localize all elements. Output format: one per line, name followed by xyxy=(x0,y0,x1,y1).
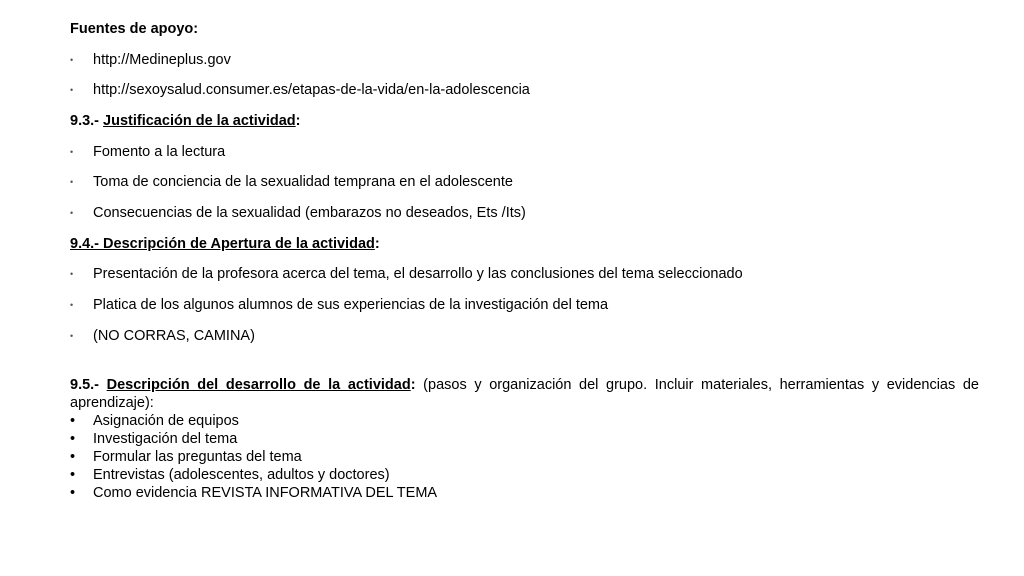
justification-item-3: Consecuencias de la sexualidad (embarazos no deseados, Ets /Its) xyxy=(93,205,526,221)
justification-title: Justificación de la actividad xyxy=(103,113,296,129)
bullet-icon: • xyxy=(70,331,74,341)
opening-heading xyxy=(70,235,380,253)
development-title: Descripción del desarrollo de la actividad xyxy=(106,377,411,393)
opening-colon: : xyxy=(374,236,380,252)
development-colon: : xyxy=(410,377,416,393)
source-link-1: http://Medineplus.gov xyxy=(93,52,231,68)
source-link-2: http://sexoysalud.consumer.es/etapas-de-la-vida/en-la-adolescencia xyxy=(93,82,530,98)
development-number: 9.5.- xyxy=(70,377,107,393)
bullet-icon: • xyxy=(70,413,76,429)
bullet-icon: • xyxy=(70,449,76,465)
opening-item-3: (NO CORRAS, CAMINA) xyxy=(93,328,255,344)
opening-item-1: Presentación de la profesora acerca del tema, el desarrollo y las conclusiones del tema seleccionado xyxy=(93,266,743,282)
bullet-icon: • xyxy=(70,85,74,95)
justification-number: 9.3.- xyxy=(70,113,104,129)
bullet-icon: • xyxy=(70,431,76,447)
sources-heading: Fuentes de apoyo: xyxy=(70,21,199,37)
development-item-5: Como evidencia REVISTA INFORMATIVA DEL TEMA xyxy=(93,485,438,501)
development-item-3: Formular las preguntas del tema xyxy=(93,449,302,465)
justification-item-1: Fomento a la lectura xyxy=(93,144,226,160)
development-item-4: Entrevistas (adolescentes, adultos y doctores) xyxy=(93,467,390,483)
bullet-icon: • xyxy=(70,147,74,157)
development-item-1: Asignación de equipos xyxy=(93,413,239,429)
development-description: (pasos y organización del grupo. Incluir materiales, herramientas y evidencias de aprendizaje): xyxy=(70,377,979,411)
development-paragraph xyxy=(70,376,979,412)
bullet-icon: • xyxy=(70,177,74,187)
bullet-icon: • xyxy=(70,208,74,218)
bullet-icon: • xyxy=(70,485,76,501)
bullet-icon: • xyxy=(70,55,74,65)
justification-item-2: Toma de conciencia de la sexualidad temprana en el adolescente xyxy=(93,174,513,190)
justification-colon: : xyxy=(295,113,301,129)
bullet-icon: • xyxy=(70,300,74,310)
opening-title: 9.4.- Descripción de Apertura de la actividad xyxy=(70,236,375,252)
bullet-icon: • xyxy=(70,269,74,279)
opening-item-2: Platica de los algunos alumnos de sus experiencias de la investigación del tema xyxy=(93,297,609,313)
justification-heading xyxy=(70,112,300,130)
development-item-2: Investigación del tema xyxy=(93,431,238,447)
bullet-icon: • xyxy=(70,467,76,483)
